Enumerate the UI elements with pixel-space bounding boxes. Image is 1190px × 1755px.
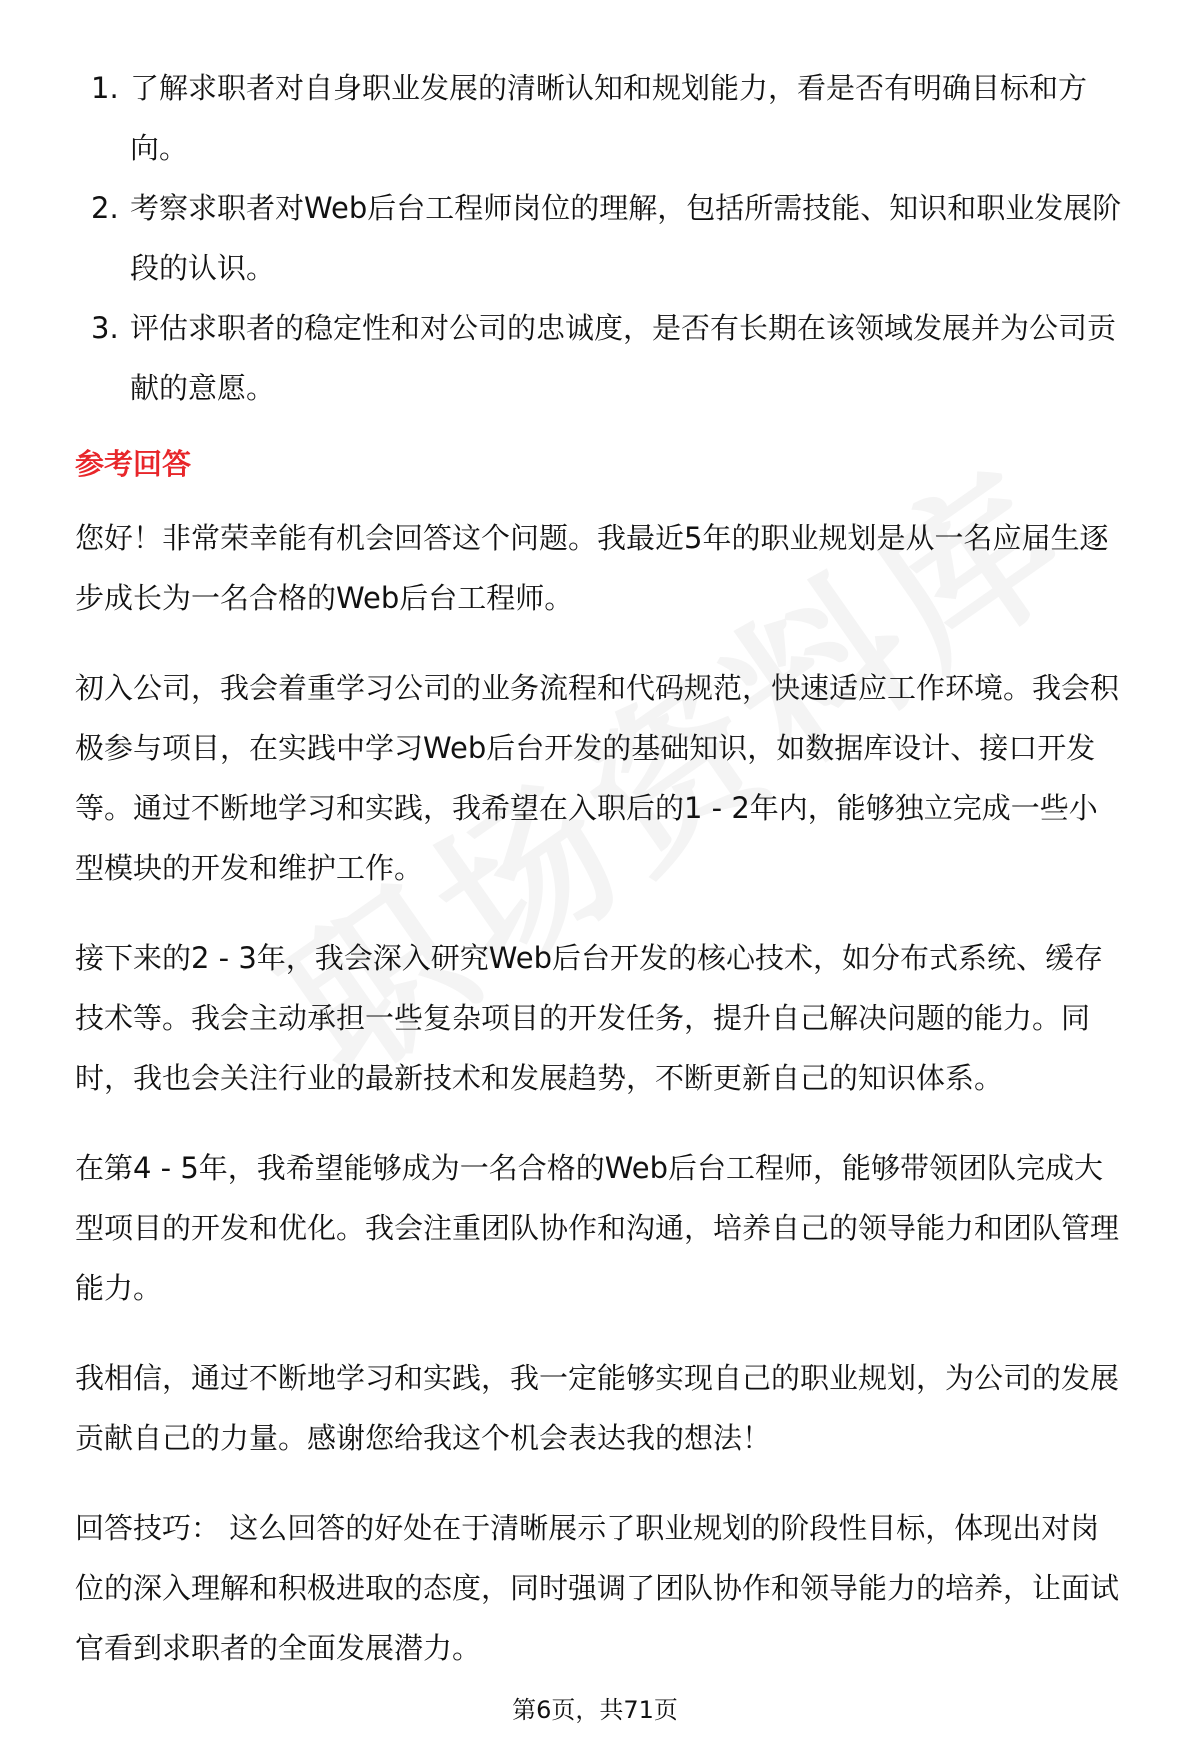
list-item-number: 3. — [91, 311, 119, 345]
list-item-text: 考察求职者对Web后台工程师岗位的理解，包括所需技能、知识和职业发展阶段的认识。 — [130, 191, 1122, 285]
page-number-footer: 第6页，共71页 — [512, 1696, 678, 1724]
answer-paragraph: 初入公司，我会着重学习公司的业务流程和代码规范，快速适应工作环境。我会积极参与项目，在实践中学习Web后台开发的基础知识，如数据库设计、接口开发等。通过不断地学习和实践，我希望在入职后的1 - 2年内，能够独立完成一些小型模块的开发和维护工作。 — [75, 671, 1120, 885]
answer-paragraph: 您好！非常荣幸能有机会回答这个问题。我最近5年的职业规划是从一名应届生逐步成长为一名合格的Web后台工程师。 — [75, 521, 1109, 615]
list-item — [75, 178, 1125, 298]
list-item-text: 了解求职者对自身职业发展的清晰认知和规划能力，看是否有明确目标和方向。 — [130, 71, 1088, 165]
page-content — [75, 58, 1125, 1708]
answer-paragraph: 在第4 - 5年，我希望能够成为一名合格的Web后台工程师，能够带领团队完成大型项目的开发和优化。我会注重团队协作和沟通，培养自己的领导能力和团队管理能力。 — [75, 1151, 1120, 1305]
numbered-list — [75, 58, 1125, 418]
answer-paragraph: 接下来的2 - 3年，我会深入研究Web后台开发的核心技术，如分布式系统、缓存技术等。我会主动承担一些复杂项目的开发任务，提升自己解决问题的能力。同时，我也会关注行业的最新技术和发展趋势，不断更新自己的知识体系。 — [75, 941, 1104, 1095]
answer-tips-paragraph: 回答技巧： 这么回答的好处在于清晰展示了职业规划的阶段性目标，体现出对岗位的深入理解和积极进取的态度，同时强调了团队协作和领导能力的培养，让面试官看到求职者的全面发展潜力。 — [75, 1511, 1120, 1665]
section-title: 参考回答 — [75, 447, 192, 481]
list-item — [75, 58, 1125, 178]
list-item-number: 2. — [91, 191, 119, 225]
list-item-text: 评估求职者的稳定性和对公司的忠诚度，是否有长期在该领域发展并为公司贡献的意愿。 — [130, 311, 1117, 405]
list-item — [75, 298, 1125, 418]
answer-paragraph: 我相信，通过不断地学习和实践，我一定能够实现自己的职业规划，为公司的发展贡献自己的力量。感谢您给我这个机会表达我的想法！ — [75, 1361, 1120, 1455]
list-item-number: 1. — [91, 71, 119, 105]
